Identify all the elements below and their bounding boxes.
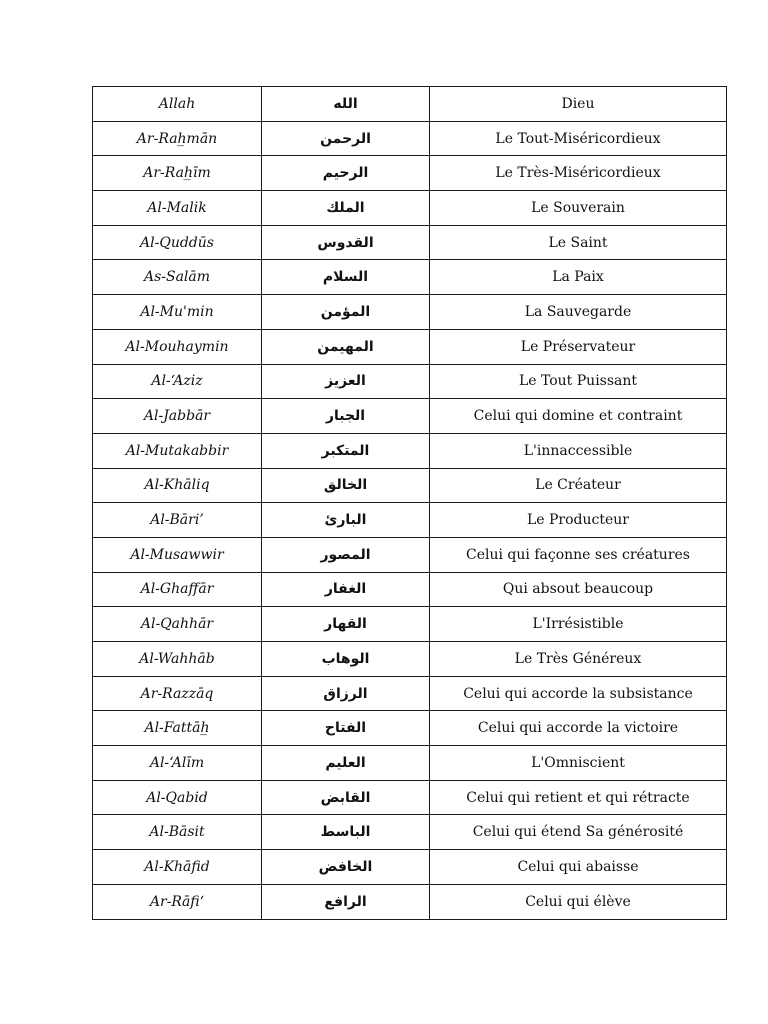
translit-cell: Al-Khāfid <box>93 850 262 885</box>
arabic-cell: المتكبر <box>262 433 430 468</box>
translit-cell: Ar-Rāfi‘ <box>93 884 262 919</box>
arabic-cell: القابض <box>262 780 430 815</box>
french-cell: Le Producteur <box>430 503 727 538</box>
french-cell: Celui qui domine et contraint <box>430 399 727 434</box>
translit-cell: Al-‘Aziz <box>93 364 262 399</box>
arabic-cell: القهار <box>262 607 430 642</box>
arabic-cell: العزيز <box>262 364 430 399</box>
translit-cell: Allah <box>93 87 262 122</box>
translit-cell: Al-Mouhaymin <box>93 329 262 364</box>
french-cell: Dieu <box>430 87 727 122</box>
arabic-cell: الرحيم <box>262 156 430 191</box>
french-cell: La Sauvegarde <box>430 295 727 330</box>
french-cell: La Paix <box>430 260 727 295</box>
french-cell: Le Tout Puissant <box>430 364 727 399</box>
french-cell: Le Tout-Miséricordieux <box>430 121 727 156</box>
names-table-body <box>93 87 727 920</box>
arabic-cell: الخافض <box>262 850 430 885</box>
arabic-cell: المؤمن <box>262 295 430 330</box>
french-cell: Le Saint <box>430 225 727 260</box>
table-row <box>93 468 727 503</box>
arabic-cell: المهيمن <box>262 329 430 364</box>
table-row <box>93 295 727 330</box>
table-row <box>93 399 727 434</box>
arabic-cell: الغفار <box>262 572 430 607</box>
arabic-cell: الجبار <box>262 399 430 434</box>
table-row <box>93 884 727 919</box>
french-cell: Celui qui accorde la victoire <box>430 711 727 746</box>
french-cell: Qui absout beaucoup <box>430 572 727 607</box>
arabic-cell: الباسط <box>262 815 430 850</box>
arabic-cell: الملك <box>262 191 430 226</box>
translit-cell: Al-Musawwir <box>93 537 262 572</box>
translit-cell: Al-Qahhār <box>93 607 262 642</box>
arabic-cell: الرحمن <box>262 121 430 156</box>
table-row <box>93 642 727 677</box>
french-cell: Celui qui façonne ses créatures <box>430 537 727 572</box>
table-row <box>93 156 727 191</box>
arabic-cell: الرافع <box>262 884 430 919</box>
table-row <box>93 87 727 122</box>
table-row <box>93 260 727 295</box>
table-row <box>93 711 727 746</box>
translit-cell: Al-Mu'min <box>93 295 262 330</box>
french-cell: L'Omniscient <box>430 746 727 781</box>
table-row <box>93 225 727 260</box>
arabic-cell: القدوس <box>262 225 430 260</box>
table-row <box>93 364 727 399</box>
names-table <box>92 86 727 920</box>
translit-cell: Al-‘Alīm <box>93 746 262 781</box>
arabic-cell: الوهاب <box>262 642 430 677</box>
table-row <box>93 607 727 642</box>
french-cell: Celui qui retient et qui rétracte <box>430 780 727 815</box>
table-row <box>93 191 727 226</box>
translit-cell: Al-Mutakabbir <box>93 433 262 468</box>
french-cell: Le Souverain <box>430 191 727 226</box>
table-row <box>93 121 727 156</box>
translit-cell: Al-Khāliq <box>93 468 262 503</box>
translit-cell: Al-Jabbār <box>93 399 262 434</box>
arabic-cell: السلام <box>262 260 430 295</box>
french-cell: Le Très-Miséricordieux <box>430 156 727 191</box>
translit-cell: Al-Fattāh̲ <box>93 711 262 746</box>
french-cell: Le Préservateur <box>430 329 727 364</box>
french-cell: L'Irrésistible <box>430 607 727 642</box>
table-row <box>93 537 727 572</box>
french-cell: Le Créateur <box>430 468 727 503</box>
translit-cell: Al-Quddūs <box>93 225 262 260</box>
translit-cell: Al-Wahhāb <box>93 642 262 677</box>
translit-cell: Al-Ghaffār <box>93 572 262 607</box>
table-row <box>93 329 727 364</box>
arabic-cell: البارئ <box>262 503 430 538</box>
translit-cell: Al-Bāsit <box>93 815 262 850</box>
french-cell: Celui qui étend Sa générosité <box>430 815 727 850</box>
table-row <box>93 676 727 711</box>
arabic-cell: الفتاح <box>262 711 430 746</box>
translit-cell: Ar-Rah̲mān <box>93 121 262 156</box>
table-row <box>93 780 727 815</box>
arabic-cell: الله <box>262 87 430 122</box>
arabic-cell: الرزاق <box>262 676 430 711</box>
arabic-cell: الخالق <box>262 468 430 503</box>
table-row <box>93 850 727 885</box>
arabic-cell: المصور <box>262 537 430 572</box>
arabic-cell: العليم <box>262 746 430 781</box>
french-cell: Celui qui accorde la subsistance <box>430 676 727 711</box>
translit-cell: As-Salām <box>93 260 262 295</box>
translit-cell: Al-Malik <box>93 191 262 226</box>
french-cell: Celui qui abaisse <box>430 850 727 885</box>
table-row <box>93 815 727 850</box>
table-row <box>93 572 727 607</box>
table-row <box>93 746 727 781</box>
table-row <box>93 433 727 468</box>
french-cell: Celui qui élève <box>430 884 727 919</box>
french-cell: Le Très Généreux <box>430 642 727 677</box>
translit-cell: Ar-Razzāq <box>93 676 262 711</box>
translit-cell: Al-Qabid <box>93 780 262 815</box>
translit-cell: Ar-Rah̲īm <box>93 156 262 191</box>
french-cell: L'innaccessible <box>430 433 727 468</box>
translit-cell: Al-Bāri’ <box>93 503 262 538</box>
table-row <box>93 503 727 538</box>
